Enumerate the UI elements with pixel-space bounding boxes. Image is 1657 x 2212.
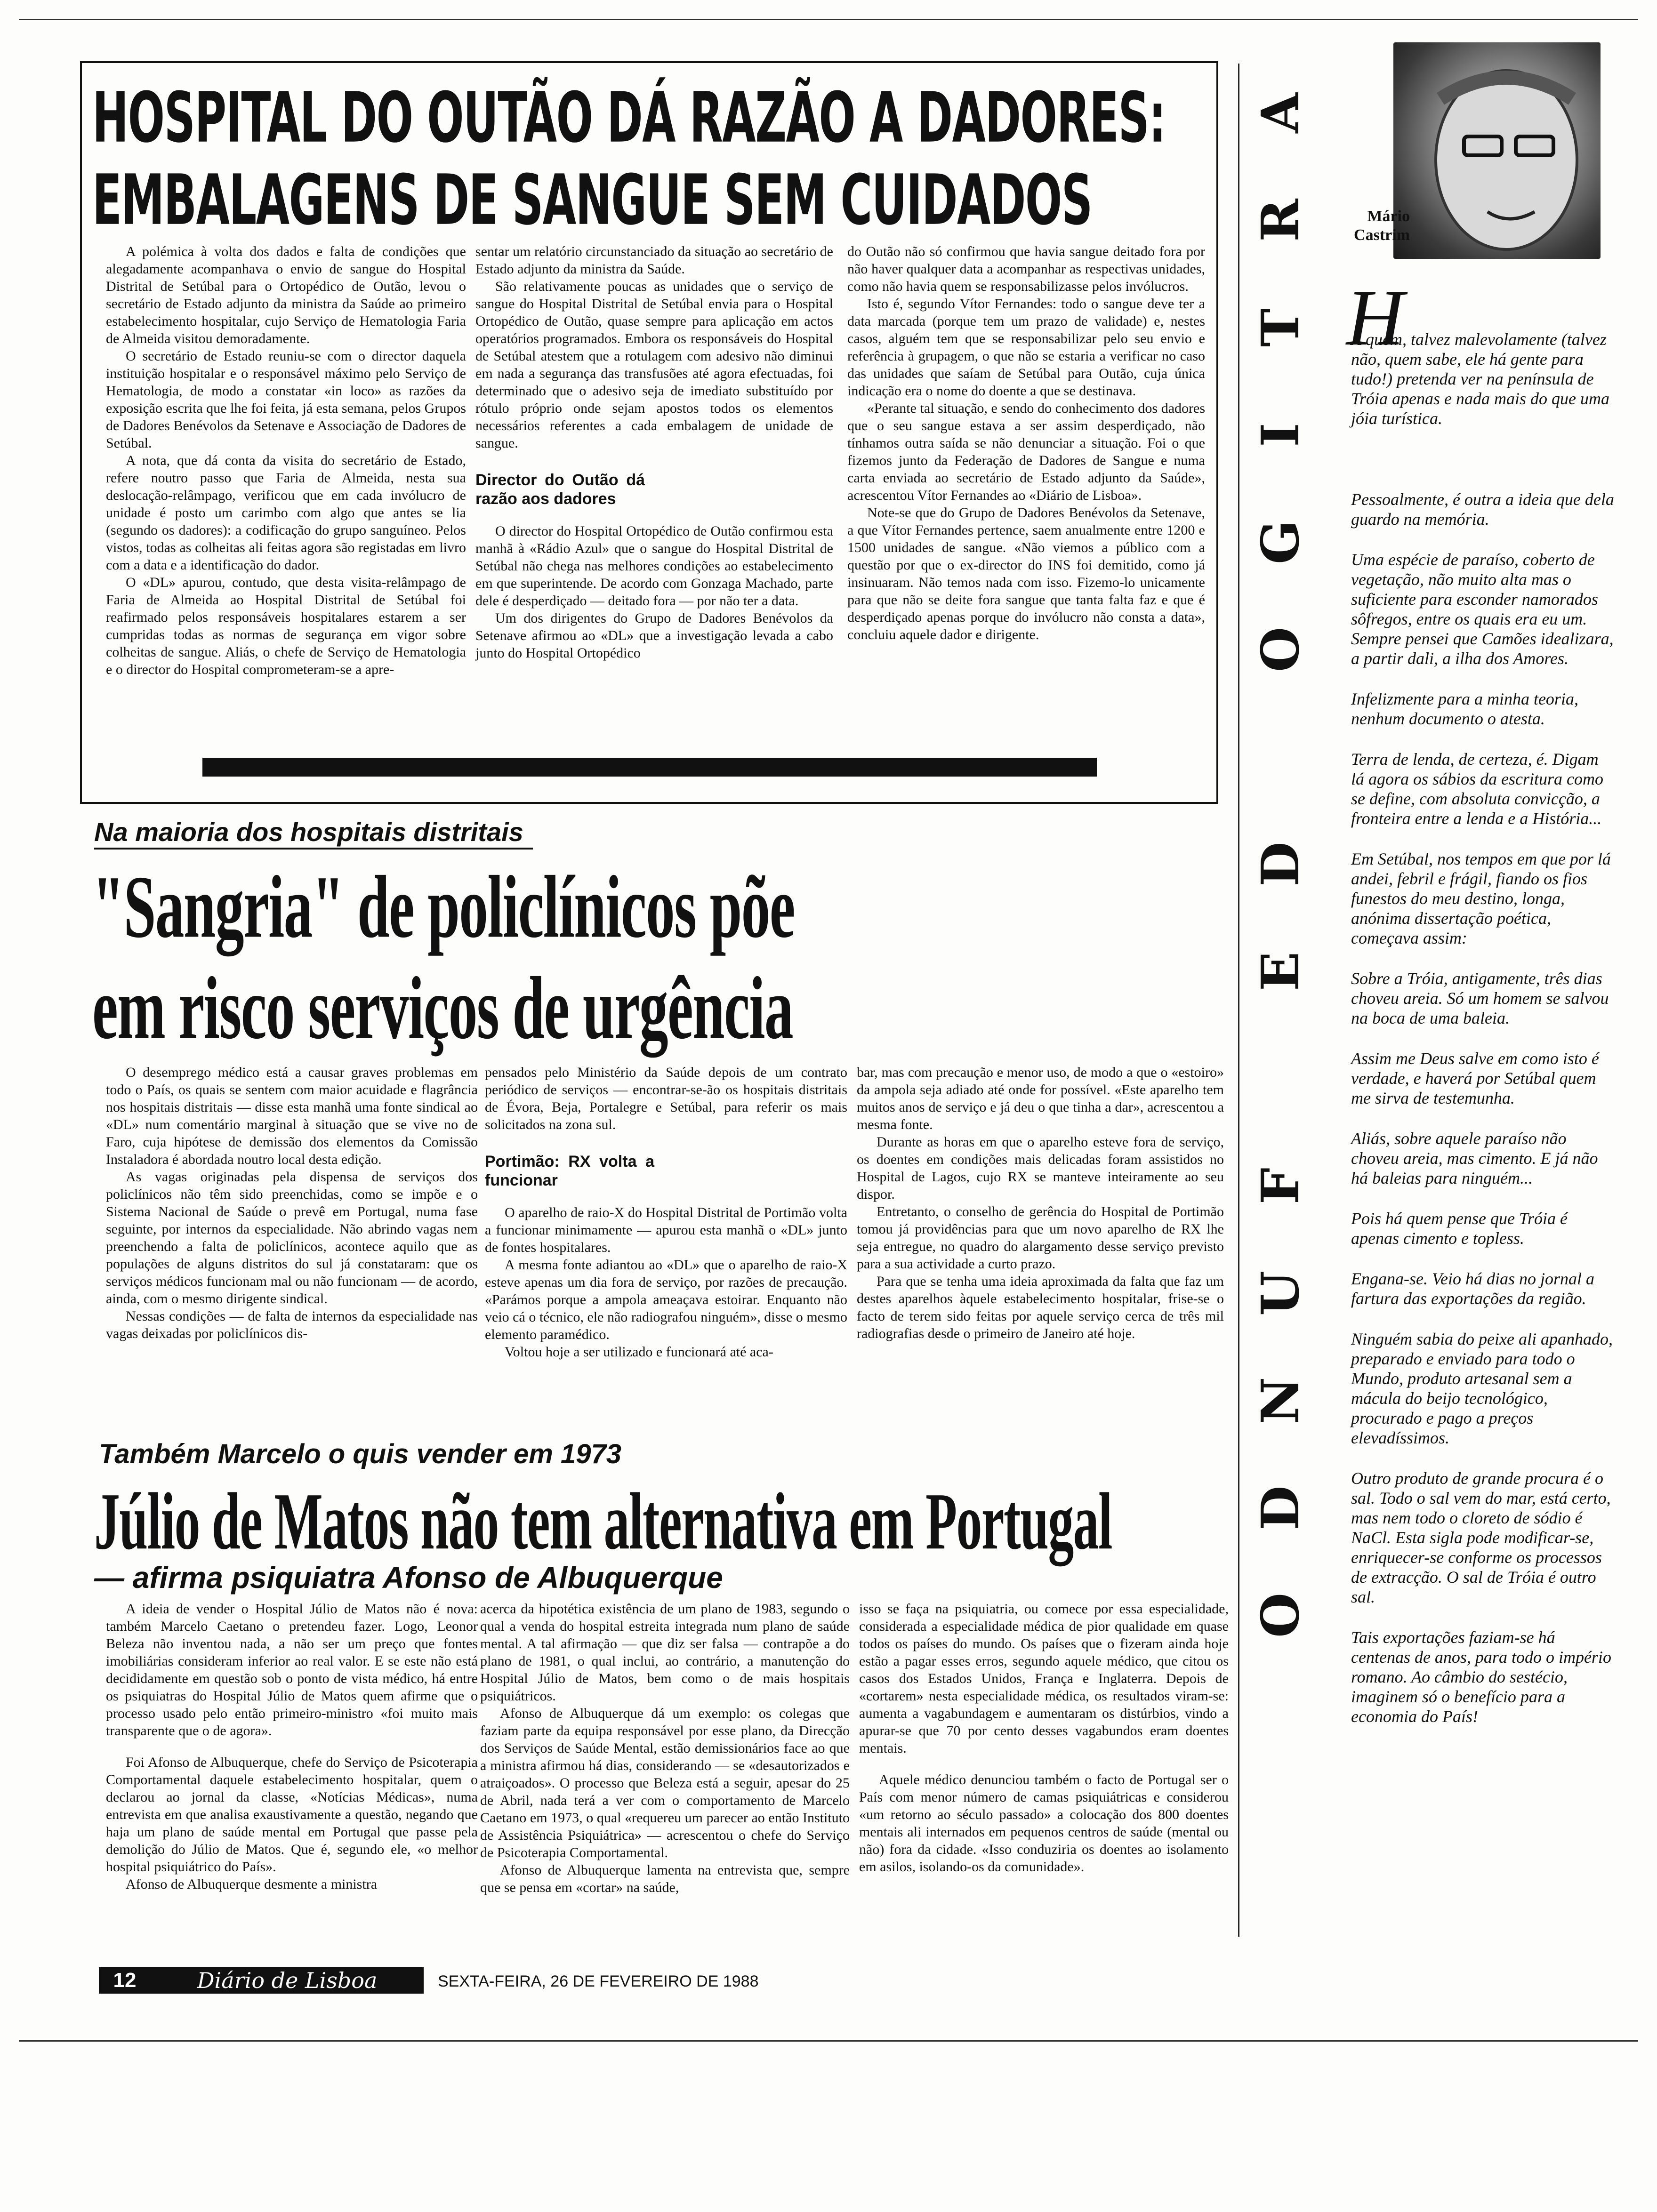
top-story-headline-1: HOSPITAL DO OUTÃO DÁ RAZÃO A DADORES: xyxy=(92,78,1166,159)
section-title-letter: R xyxy=(1250,199,1311,242)
paragraph: Afonso de Albuquerque dá um exemplo: os colegas que faziam parte da equipa responsável por esse plano, da Direcção dos Serviços de Saúde Mental, estão demissionários face ao que a ministra afirmou há dias, considerando — se «desautorizados e atraiçoados». O processo que Beleza está a seguir, apesar do 25 de Abril, nada terá a ver com o comportamento de Marcelo Caetano em 1973, o qual «requereu um parecer ao então Instituto de Assistência Psiquiátrica» — acrescentou o chefe do Serviço de Psicoterapia Comportamental. xyxy=(480,1706,850,1860)
second-story-col-1 xyxy=(106,1064,478,1342)
third-story-col-1 xyxy=(106,1600,478,1893)
second-story-headline-2: em risco serviços de urgência xyxy=(92,959,793,1058)
column-body xyxy=(1351,489,1615,1747)
paragraph: O aparelho de raio-X do Hospital Distrital de Portimão volta a funcionar minimamente — apurou esta manhã o «DL» junto de fontes hospitalares. xyxy=(485,1205,847,1255)
third-story-col-2 xyxy=(480,1600,850,1896)
paragraph: São relativamente poucas as unidades que o serviço de sangue do Hospital Distrital de Setúbal envia para o Hospital Ortopédico de Outão, quase sempre para aplicação em actos operatórios programados. Embora os responsáveis do Hospital de Setúbal atestem que a rotulagem com adesivo não diminui em nada a segurança das transfusões até agora efectuadas, foi determinado que o adesivo seja de imediato substituído por rótulo próprio onde sejam apostos todos os elementos necessários referentes a cada embalagem de unidade de sangue. xyxy=(475,279,833,451)
paragraph: A mesma fonte adiantou ao «DL» que o aparelho de raio-X esteve apenas um dia fora de serviço, por razões de precaução. «Parámos porque a ampola ameaçava estoirar. Enquanto não veio cá o técnico, ele não radiografou ninguém», disse o mesmo elemento paramédico. xyxy=(485,1257,847,1342)
paragraph: A polémica à volta dos dados e falta de condições que alegadamente acompanhava o envio de sangue do Hospital Distrital de Setúbal para o Ortopédico de Outão, levou o secretário de Estado adjunto da ministra da Saúde ao primeiro estabelecimento hospitalar, cujo Serviço de Hematologia Faria de Almeida visitou demoradamente. xyxy=(106,244,466,346)
section-title-letter: O xyxy=(1250,1593,1311,1638)
bottom-rule xyxy=(19,2040,1638,2042)
paragraph: Afonso de Albuquerque lamenta na entrevista que, sempre que se pensa em «cortar» na saúde, xyxy=(480,1862,850,1895)
paragraph: Ninguém sabia do peixe ali apanhado, preparado e enviado para todo o Mundo, produto artesanal sem a mácula do beijo tecnológico, procurado e pago a preços elevadíssimos. xyxy=(1351,1330,1613,1447)
paragraph: Pois há quem pense que Tróia é apenas cimento e topless. xyxy=(1351,1209,1568,1248)
paragraph: O desemprego médico está a causar graves problemas em todo o País, os quais se sentem com maior acuidade e flagrância nos hospitais distritais — disse esta manhã uma fonte sindical ao «DL» num comentário marginal à situação que se vive no de Faro, cuja hipótese de demissão dos elementos da Comissão Instaladora é abordada noutro local desta edição. xyxy=(106,1065,478,1167)
paragraph: Isto é, segundo Vítor Fernandes: todo o sangue deve ter a data marcada (porque tem um prazo de validade) e, nestes casos, alguém tem que se responsabilizar pelo seu envio e referência à grupagem, o que não se estaria a verificar no caso das unidades que saíam de Setúbal para Outão, cuja única indicação era o nome do doente a que se destinava. xyxy=(847,296,1205,399)
section-title-letter: I xyxy=(1250,423,1311,447)
paragraph: Aquele médico denunciou também o facto de Portugal ser o País com menor número de camas psiquiátricas e considerou «um retorno ao século passado» a colocação dos 800 doentes mentais ali internados em pequenos centros de saúde (mental ou não) fora da cidade. «Isso conduziria os doentes ao isolamento em asilos, isolando-os da comunidade». xyxy=(859,1772,1229,1875)
paragraph: A ideia de vender o Hospital Júlio de Matos não é nova: também Marcelo Caetano o pretendeu fazer. Logo, Leonor Beleza não inventou nada, a não ser um preço que fontes imobiliárias consideram inferior ao real valor. E se este não está decididamente em questão sob o ponto de vista médico, há entre os psiquiatras do Hospital Júlio de Matos quem afirme que o processo usado pelo então primeiro-ministro «foi muito mais transparente que o de agora». xyxy=(106,1601,478,1739)
paragraph: Nessas condições — de falta de internos da especialidade nas vagas deixadas por policlínicos dis- xyxy=(106,1308,478,1341)
section-title-letter xyxy=(1250,726,1311,787)
paragraph: «Perante tal situação, e sendo do conhecimento dos dadores que o seu sangue estava a ser assim desperdiçado, não tínhamos outra saída se não denunciar a situação. Foi o que fizemos junto da Federação de Dadores de Sangue e numa carta enviada ao secretário de Estado adjunto da Saúde», acrescentou Vítor Fernandes ao «Diário de Lisboa». xyxy=(847,401,1205,503)
paragraph: O «DL» apurou, contudo, que desta visita-relâmpago de Faria de Almeida ao Hospital Distrital de Setúbal foi reafirmado pelos responsáveis hospitalares estarem a ser cumpridas todas as normas de segurança em vigor sobre colheitas de sangue. Aliás, o chefe de Serviço de Hematologia e o director do Hospital comprometeram-se a apre- xyxy=(106,575,466,677)
paragraph: Um dos dirigentes do Grupo de Dadores Benévolos da Setenave afirmou ao «DL» que a investigação levada a cabo junto do Hospital Ortopédico xyxy=(475,610,833,661)
second-story-col-3 xyxy=(857,1064,1224,1342)
paragraph: Para que se tenha uma ideia aproximada da falta que faz um destes aparelhos àquele estabelecimento hospitalar, frise-se o facto de terem sido feitas por aquele serviço cerca de três mil radiografias desde o primeiro de Janeiro até hoje. xyxy=(857,1274,1224,1341)
paragraph: As vagas originadas pela dispensa de serviços dos policlínicos não têm sido preenchidas, como se impõe e o Sistema Nacional de Saúde o prevê em Portugal, numa fase seguinte, por internos da especialidade. Não abrindo vagas nem preenchendo a falta de policlínicos, acontece aquilo que as populações de alguns distritos do sul já constataram: que os serviços médicos funcionam mal ou não funcionam — de acordo, ainda, com o mesmo dirigente sindical. xyxy=(106,1169,478,1306)
paragraph: Tais exportações faziam-se há centenas de anos, para todo o império romano. Ao câmbio do sestécio, imaginem só o benefício para a economia do País! xyxy=(1351,1628,1611,1726)
third-story-deck: — afirma psiquiatra Afonso de Albuquerque xyxy=(94,1561,723,1595)
page-number: 12 xyxy=(99,1967,151,1994)
paragraph: bar, mas com precaução e menor uso, de modo a que o «estoiro» da ampola seja adiado até onde for possível. «Este aparelho tem muitos anos de serviço e já deu o que tinha a dar», acrescentou a mesma fonte. xyxy=(857,1065,1224,1132)
top-story-col-2 xyxy=(475,243,833,662)
paragraph: Terra de lenda, de certeza, é. Digam lá agora os sábios da escritura como se define, com absoluta convicção, a fronteira entre a lenda e a História... xyxy=(1351,750,1604,828)
paragraph: Sobre a Tróia, antigamente, três dias choveu areia. Só um homem se salvou na boca de uma baleia. xyxy=(1351,969,1609,1027)
paragraph: O secretário de Estado reuniu-se com o director daquela instituição hospitalar e o responsável máximo pelo Serviço de Hematologia, de modo a constatar «in loco» as razões da exposição escrita que lhe foi feita, já esta semana, pelos Grupos de Dadores Benévolos da Setenave e Associação de Dadores de Setúbal. xyxy=(106,348,466,451)
paragraph: Á quem, talvez malevolamente (talvez não, quem sabe, ele há gente para tudo!) pretenda ver na península de Tróia apenas e nada mais do que uma jóia turística. xyxy=(1351,330,1609,428)
black-rule xyxy=(202,758,1097,777)
paragraph: Uma espécie de paraíso, coberto de vegetação, não muito alta mas o suficiente para esconder namorados sôfregos, entre os quais era eu um. Sempre pensei que Camões idealizara, a partir dali, a ilha dos Amores. xyxy=(1351,550,1614,668)
author-name: Mário Castrim xyxy=(1354,208,1410,244)
paragraph: O director do Hospital Ortopédico de Outão confirmou esta manhã à «Rádio Azul» que o sangue do Hospital Distrital de Setúbal não chega nas melhores condições ao estabelecimento em que superintende. De acordo com Gonzaga Machado, parte dele é desperdiçado — deitado fora — por não ter a data. xyxy=(475,523,833,609)
paragraph: Outro produto de grande procura é o sal. Todo o sal vem do mar, está certo, mas nem todo o cloreto de sódio é NaCl. Esta sigla pode modificar-se, enriquecer-se conforme os processos de extracção. O sal de Tróia é outro sal. xyxy=(1351,1469,1611,1606)
paragraph: Foi Afonso de Albuquerque, chefe do Serviço de Psicoterapia Comportamental daquele estabelecimento hospitalar, quem o declarou ao jornal da classe, «Notícias Médicas», numa entrevista em que analisa exaustivamente a questão, negando que haja um plano de saúde mental em Portugal que passe pela demolição do Júlio de Matos. Que é, segundo ele, «o melhor hospital psiquiátrico do País». xyxy=(106,1755,478,1875)
paragraph: Infelizmente para a minha teoria, nenhum documento o atesta. xyxy=(1351,689,1578,728)
newspaper-name: Diário de Lisboa xyxy=(151,1967,424,1994)
paragraph: A nota, que dá conta da visita do secretário de Estado, refere noutro passo que Faria de Almeida, nesta sua deslocação-relâmpago, verificou que em cada invólucro de unidade é posto um carimbo com algo que antes se lia (segundo os dadores): a codificação do grupo sanguíneo. Pelos vistos, todas as colheitas ali feitas agora são registadas em livro com a data e a identificação do dador. xyxy=(106,453,466,573)
paragraph: sentar um relatório circunstanciado da situação ao secretário de Estado adjunto da ministra da Saúde. xyxy=(475,244,833,277)
top-story-headline-2: EMBALAGENS DE SANGUE SEM CUIDADOS xyxy=(92,160,1092,241)
top-story-subhead: Director do Outão dá razão aos dadores xyxy=(475,471,645,508)
section-title-letter: D xyxy=(1250,842,1311,887)
issue-date: SEXTA-FEIRA, 26 DE FEVEREIRO DE 1988 xyxy=(438,1972,759,1990)
second-story-subhead: Portimão: RX volta a funcionar xyxy=(485,1153,654,1189)
section-title-letter: N xyxy=(1250,1377,1311,1425)
paragraph: Entretanto, o conselho de gerência do Hospital de Portimão tomou já providências para que um novo aparelho de RX lhe seja entregue, no quadro do alargamento desse serviço previsto para a sua actividade a curto prazo. xyxy=(857,1204,1224,1272)
section-title-letter: E xyxy=(1250,952,1311,991)
top-story-col-1 xyxy=(106,243,466,678)
section-title-letter: D xyxy=(1250,1485,1311,1531)
top-story-col-3 xyxy=(847,243,1205,643)
second-story-kicker: Na maioria dos hospitais distritais xyxy=(94,817,533,850)
section-title-letter: F xyxy=(1250,1167,1311,1205)
column-drop-cap: H xyxy=(1346,273,1404,362)
paragraph: Afonso de Albuquerque desmente a ministra xyxy=(126,1876,378,1892)
section-title-letter xyxy=(1250,1048,1311,1109)
section-title-letter: U xyxy=(1250,1271,1311,1316)
paragraph: do Outão não só confirmou que havia sangue deitado fora por não haver qualquer data a acompanhar as respectivas unidades, como não havia quem se responsabilizasse pelos invólucros. xyxy=(847,244,1205,294)
section-title-vertical xyxy=(1238,64,1324,1937)
section-title-letter: A xyxy=(1250,93,1311,133)
column-first-paragraph xyxy=(1351,329,1615,449)
section-title-letter: G xyxy=(1250,520,1311,564)
paragraph: Em Setúbal, nos tempos em que por lá andei, febril e frágil, fiando os fios funestos do meu destino, longa, anónima dissertação poética, começava assim: xyxy=(1351,850,1611,947)
paragraph: Note-se que do Grupo de Dadores Benévolos da Setenave, a que Vítor Fernandes pertence, saem anualmente entre 1200 e 1500 unidades de sangue. «Não viemos a público com a questão por que o ex-director do INS foi demitido, como já insinuaram. Não temos nada com isso. Fizemo-lo unicamente para que não se deite fora sangue que tanta falta faz e que é desperdiçado apenas porque do invólucro não consta a data», concluiu aquele dador e dirigente. xyxy=(847,505,1205,642)
section-title-letter: T xyxy=(1250,308,1311,347)
third-story-headline: Júlio de Matos não tem alternativa em Portugal xyxy=(94,1476,1112,1567)
second-story-headline-1: "Sangria" de policlínicos põe xyxy=(92,858,795,957)
paragraph: isso se faça na psiquiatria, ou comece por essa especialidade, considerada a especialidade médica de pior qualidade em quase todos os países do mundo. Os países que o fizeram ainda hoje estão a pagar esses erros, segundo aquele médico, que citou os casos dos Estados Unidos, França e Inglaterra. Depois de «cortarem» nesta especialidade médica, os resultados viram-se: aumenta a vagabundagem e aumentaram os distúrbios, vindo a apurar-se que 70 por cento desses vagabundos eram doentes mentais. xyxy=(859,1601,1229,1756)
paragraph: Engana-se. Veio há dias no jornal a fartura das exportações da região. xyxy=(1351,1269,1594,1308)
author-photo xyxy=(1393,42,1601,259)
top-rule xyxy=(19,19,1638,20)
paragraph: Pessoalmente, é outra a ideia que dela guardo na memória. xyxy=(1351,490,1614,529)
paragraph: Durante as horas em que o aparelho esteve fora de serviço, os doentes em condições mais delicadas foram assistidos no Hospital de Lagos, cujo RX se manteve inteiramente ao seu dispor. xyxy=(857,1134,1224,1202)
portrait-sketch xyxy=(1393,42,1601,259)
paragraph: Aliás, sobre aquele paraíso não choveu areia, mas cimento. E já não há baleias para ninguém... xyxy=(1351,1129,1598,1187)
paragraph: Assim me Deus salve em como isto é verdade, e haverá por Setúbal quem me sirva de testemunha. xyxy=(1351,1049,1599,1107)
third-story-col-3 xyxy=(859,1600,1229,1875)
section-title-letter: O xyxy=(1250,627,1311,672)
second-story-col-2 xyxy=(485,1064,847,1361)
paragraph: pensados pelo Ministério da Saúde depois de um contrato periódico de serviços — encontrar-se-ão os hospitais distritais de Évora, Beja, Portalegre e Setúbal, para referir os mais solicitados na zona sul. xyxy=(485,1065,847,1132)
paragraph: Voltou hoje a ser utilizado e funcionará até aca- xyxy=(505,1344,773,1360)
paragraph: acerca da hipotética existência de um plano de 1983, segundo o qual a venda do hospital estreita integrada num plano de saúde mental. A tal afirmação — que diz ser falsa — contrapõe a do plano de 1981, o qual inclui, ao contrário, a manutenção do Hospital Júlio de Matos, bem como o de mais hospitais psiquiátricos. xyxy=(480,1601,850,1704)
third-story-kicker: Também Marcelo o quis vender em 1973 xyxy=(99,1439,621,1469)
